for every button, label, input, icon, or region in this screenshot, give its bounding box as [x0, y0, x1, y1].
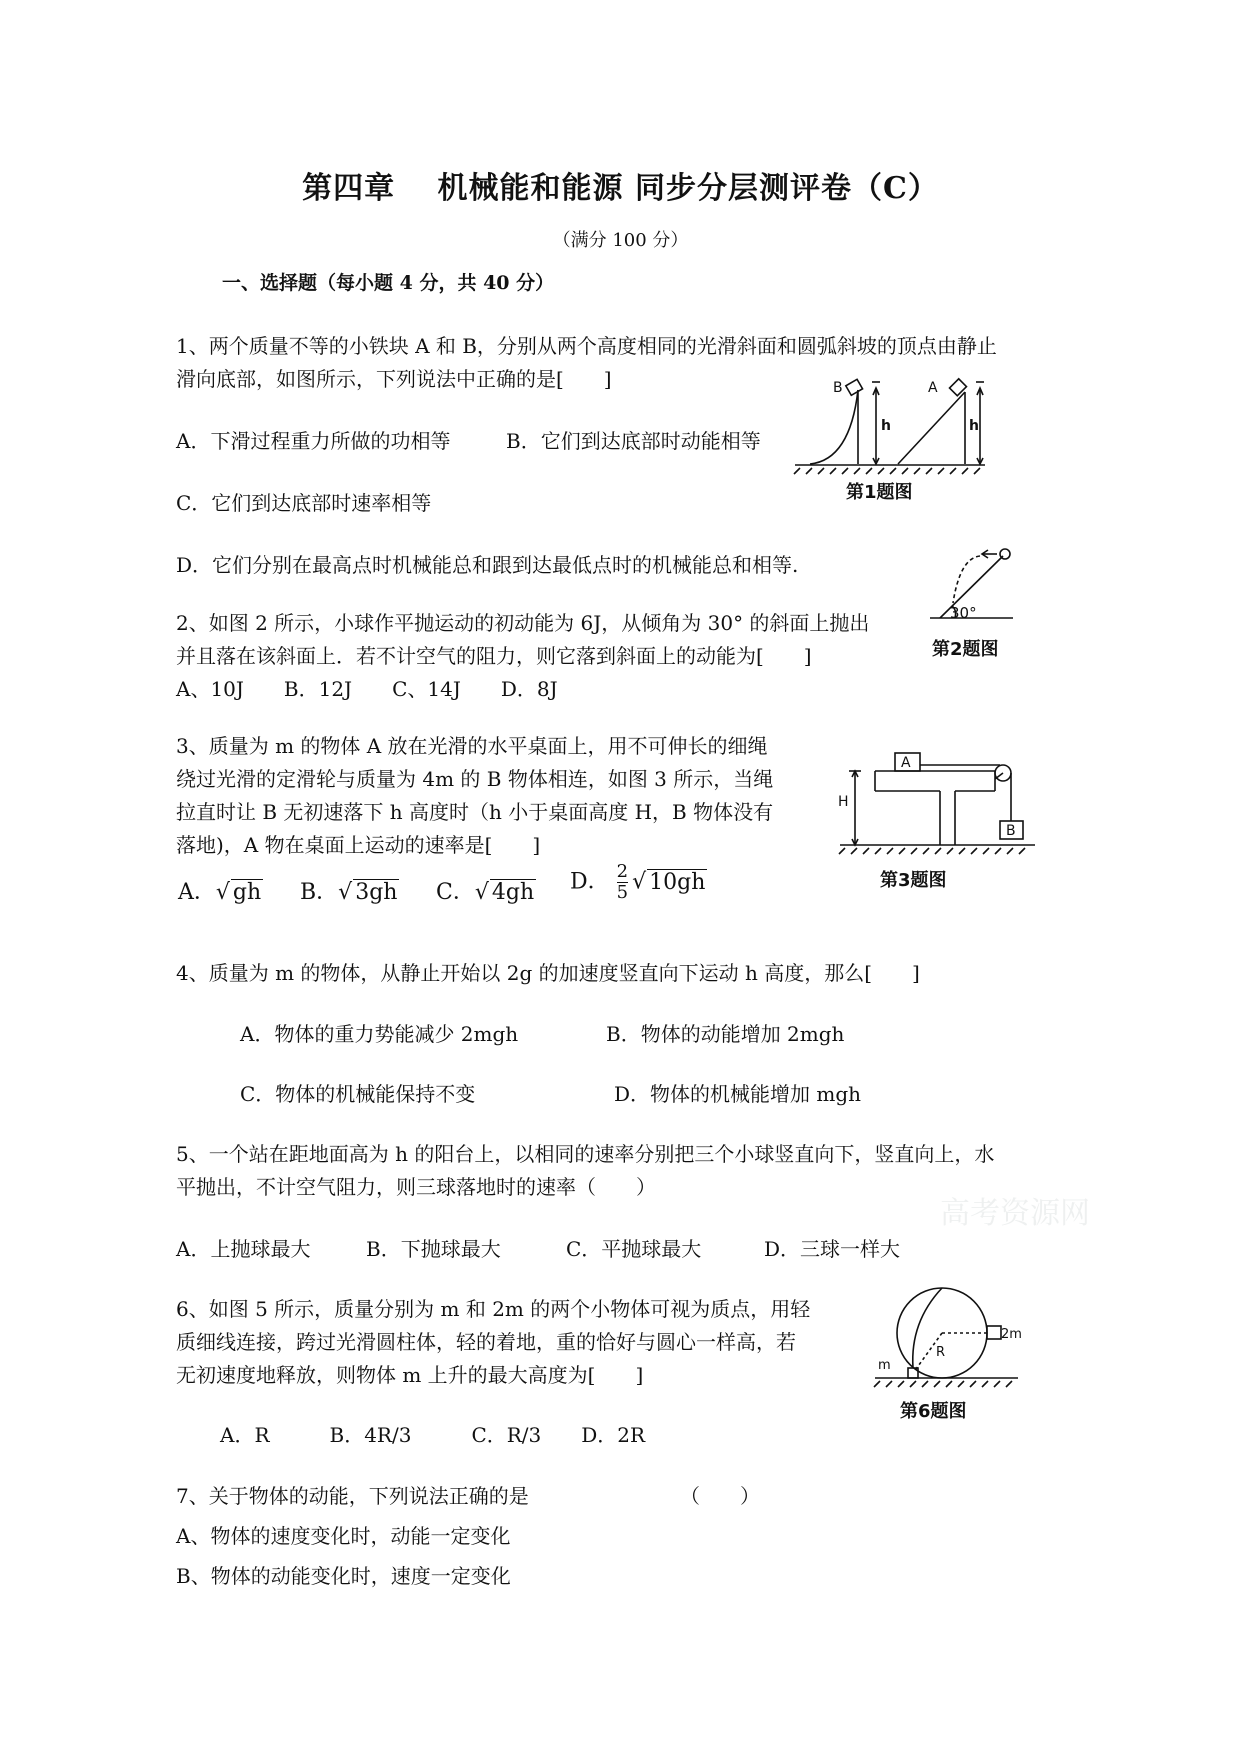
q6-options: A．R B．4R/3 C．R/3 D．2R: [220, 1423, 646, 1447]
q5-option-b: B．下抛球最大: [366, 1237, 501, 1261]
q3-option-b-radicand: 3gh: [355, 880, 398, 905]
q6-fig-label-m: m: [878, 1358, 891, 1373]
q5-stem-line1: 5、一个站在距地面高为 h 的阳台上，以相同的速率分别把三个小球竖直向下，竖直向上，水: [176, 1142, 995, 1166]
q3-option-c-radicand: 4gh: [491, 880, 535, 905]
q3-stem-line4: 落地)，A 物在桌面上运动的速率是[ ]: [176, 833, 541, 857]
watermark: 高考资源网: [940, 1196, 1090, 1231]
q6-stem-line2: 质细线连接，跨过光滑圆柱体，轻的着地，重的恰好与圆心一样高，若: [176, 1330, 796, 1354]
q7-option-b: B、物体的动能变化时，速度一定变化: [176, 1564, 511, 1588]
q4-option-d: D．物体的机械能增加 mgh: [614, 1082, 862, 1106]
q1-fig-label-h1: h: [881, 418, 891, 434]
q3-fig-label-a: A: [901, 755, 911, 771]
q5-option-d: D．三球一样大: [764, 1237, 901, 1261]
q3-fig-label-b: B: [1006, 823, 1016, 839]
q1-stem-line2: 滑向底部，如图所示，下列说法中正确的是[ ]: [176, 367, 612, 391]
q7-option-a: A、物体的速度变化时，动能一定变化: [176, 1524, 511, 1548]
q6-figure-caption: 第6题图: [900, 1401, 967, 1422]
q1-stem-line1: 1、两个质量不等的小铁块 A 和 B，分别从两个高度相同的光滑斜面和圆弧斜坡的顶点由静止: [176, 334, 997, 358]
q4-stem: 4、质量为 m 的物体，从静止开始以 2g 的加速度竖直向下运动 h 高度，那么[ ]: [176, 961, 920, 985]
q4-option-c: C．物体的机械能保持不变: [240, 1082, 476, 1106]
q3-option-d-fraction: $\frac{2}{5}$: [616, 861, 629, 903]
q3-option-b-label: B．: [300, 880, 339, 905]
q3-option-b: B．√ 3gh: [300, 880, 398, 905]
q5-option-c: C．平抛球最大: [566, 1237, 702, 1261]
q3-option-c-label: C．: [436, 880, 475, 905]
q7-answer-paren: （ ）: [680, 1484, 760, 1508]
q3-option-d: D． $\frac{2}{5}$ √ 10gh: [570, 861, 706, 903]
q2-figure-caption: 第2题图: [932, 639, 999, 660]
q1-option-a: A．下滑过程重力所做的功相等: [176, 429, 451, 453]
q3-option-d-label: D．: [570, 869, 610, 895]
q3-option-a-label: A．: [178, 880, 216, 905]
q4-option-a: A．物体的重力势能减少 2mgh: [240, 1022, 519, 1046]
q7-stem: 7、关于物体的动能，下列说法正确的是: [176, 1484, 529, 1508]
q3-fig-label-h: H: [838, 794, 849, 810]
q6-figure: [870, 1282, 1020, 1382]
q6-fig-label-2m: 2m: [1001, 1327, 1022, 1342]
q3-option-c: C．√ 4gh: [436, 880, 535, 905]
q6-stem-line3: 无初速度地释放，则物体 m 上升的最大高度为[ ]: [176, 1363, 644, 1387]
q4-option-b: B．物体的动能增加 2mgh: [606, 1022, 845, 1046]
q3-stem-line1: 3、质量为 m 的物体 A 放在光滑的水平桌面上，用不可伸长的细绳: [176, 734, 768, 758]
q3-stem-line3: 拉直时让 B 无初速落下 h 高度时（h 小于桌面高度 H，B 物体没有: [176, 800, 774, 824]
q1-option-c: C．它们到达底部时速率相等: [176, 491, 432, 515]
q5-option-a: A．上抛球最大: [176, 1237, 311, 1261]
q6-fig-label-r: R: [936, 1345, 946, 1360]
q2-stem-line1: 2、如图 2 所示，小球作平抛运动的初动能为 6J，从倾角为 30° 的斜面上抛出: [176, 611, 870, 635]
q2-stem-line2: 并且落在该斜面上．若不计空气的阻力，则它落到斜面上的动能为[ ]: [176, 644, 812, 668]
section-heading: 一、选择题（每小题 4 分，共 40 分）: [222, 272, 555, 294]
q3-figure-caption: 第3题图: [880, 870, 947, 891]
page-title: 第四章 机械能和能源 同步分层测评卷（C）: [302, 171, 939, 206]
q5-stem-line2: 平抛出，不计空气阻力，则三球落地时的速率（ ）: [176, 1175, 656, 1199]
q1-option-b: B．它们到达底部时动能相等: [506, 429, 761, 453]
q1-fig-label-a: A: [928, 380, 938, 396]
q1-fig-label-h2: h: [969, 418, 979, 434]
q1-fig-label-b: B: [833, 380, 843, 396]
q2-options: A、10J B．12J C、14J D．8J: [176, 677, 558, 701]
q3-option-a: A．√ gh: [178, 880, 262, 905]
q3-stem-line2: 绕过光滑的定滑轮与质量为 4m 的 B 物体相连，如图 3 所示，当绳: [176, 767, 774, 791]
q3-option-a-radicand: gh: [232, 880, 262, 905]
q2-fig-angle-label: 30°: [950, 604, 977, 622]
page-subtitle: （满分 100 分）: [552, 230, 689, 251]
q1-figure-caption: 第1题图: [846, 482, 913, 503]
q6-stem-line1: 6、如图 5 所示，质量分别为 m 和 2m 的两个小物体可视为质点，用轻: [176, 1297, 811, 1321]
q1-option-d: D．它们分别在最高点时机械能总和跟到达最低点时的机械能总和相等.: [176, 553, 799, 577]
q3-option-d-radicand: 10gh: [649, 869, 706, 895]
